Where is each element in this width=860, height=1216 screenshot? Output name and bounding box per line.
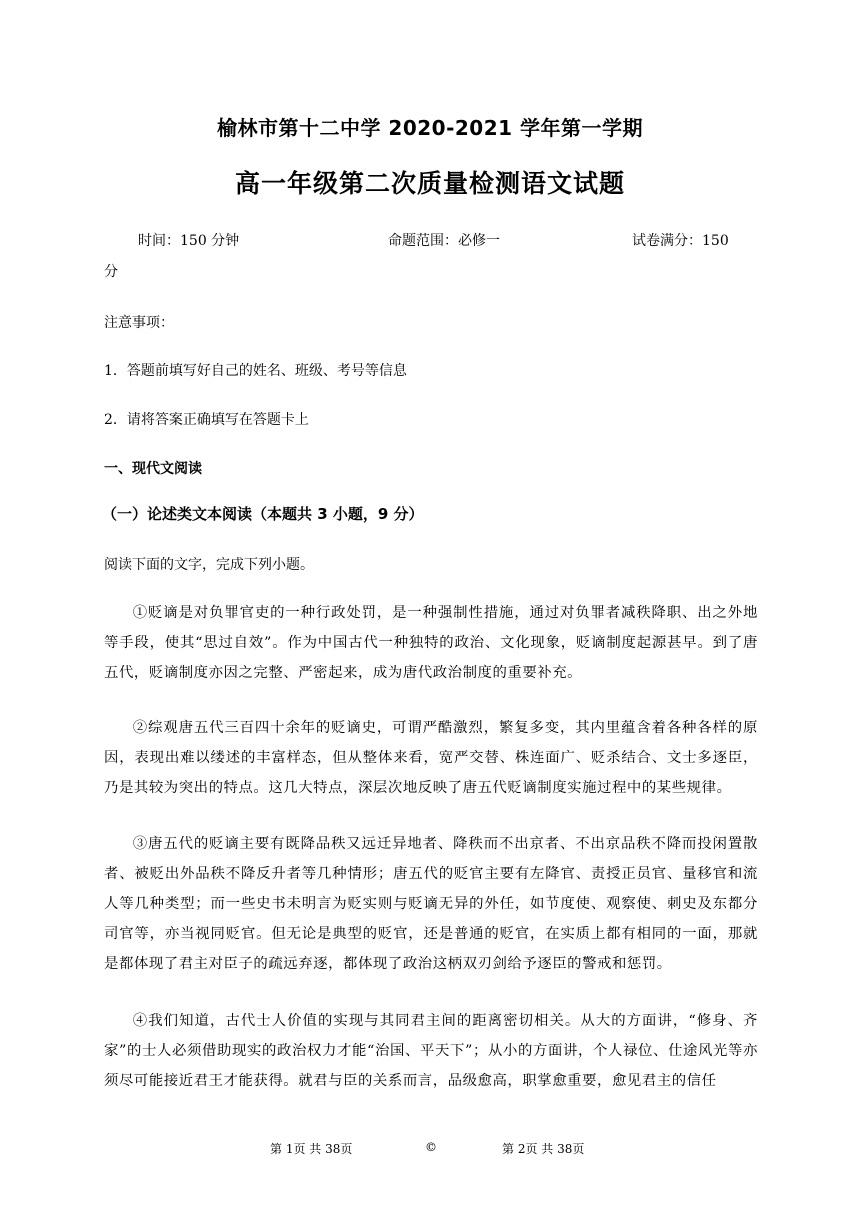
- notes-item-1: 1．答题前填写好自己的姓名、班级、考号等信息: [104, 363, 407, 379]
- paragraph-2: ②综观唐五代三百四十余年的贬谪史，可谓严酷激烈，繁复多变，其内里蕴含着各种各样的原因，表现出难以缕述的丰富样态，但从整体来看，宽严交替、株连面广、贬杀结合、文士多逐臣，乃是其较为突出的特点。这几大特点，深层次地反映了唐五代贬谪制度实施过程中的某些规律。: [104, 720, 758, 796]
- exam-full-score-unit: 分: [104, 264, 118, 280]
- exam-scope: 命题范围：必修一: [388, 233, 500, 249]
- exam-full-score: 试卷满分：150: [632, 233, 729, 249]
- paragraph-4: ④我们知道，古代士人价值的实现与其同君主间的距离密切相关。从大的方面讲，“修身、齐家”的士人必须借助现实的政治权力才能“治国、平天下”；从小的方面讲，个人禄位、仕途风光等亦须尽可能接近君王才能获得。就君与臣的关系而言，品级愈高，职掌愈重要，愈见君主的信任: [104, 1013, 758, 1089]
- section-subtitle: （一）论述类文本阅读（本题共 3 小题，9 分）: [102, 505, 424, 523]
- exam-subject-title: 高一年级第二次质量检测语文试题: [234, 169, 625, 198]
- notes-heading: 注意事项：: [104, 315, 174, 331]
- notes-item-2: 2．请将答案正确填写在答题卡上: [104, 412, 309, 428]
- footer-page-right: 第 2页 共 38页: [502, 1142, 585, 1156]
- exam-school-title: 榆林市第十二中学 2020-2021 学年第一学期: [216, 116, 644, 140]
- paragraph-3: ③唐五代的贬谪主要有既降品秩又远迁异地者、降秩而不出京者、不出京品秩不降而投闲置散者、被贬出外品秩不降反升者等几种情形；唐五代的贬官主要有左降官、责授正员官、量移官和流人等几种类型；而一些史书未明言为贬实则与贬谪无异的外任，如节度使、观察使、刺史及东都分司官等，亦当视同贬官。但无论是典型的贬官，还是普通的贬官，在实质上都有相同的一面，那就是都体现了君主对臣子的疏远弃逐，都体现了政治这柄双刃剑给予逐臣的警戒和惩罚。: [104, 836, 758, 972]
- section-title: 一、现代文阅读: [104, 461, 202, 477]
- footer-copyright: ©: [425, 1140, 437, 1154]
- exam-time: 时间：150 分钟: [138, 233, 240, 249]
- footer-page-left: 第 1页 共 38页: [270, 1142, 353, 1156]
- paragraph-1: ①贬谪是对负罪官吏的一种行政处罚，是一种强制性措施，通过对负罪者减秩降职、出之外地等手段，使其“思过自效”。作为中国古代一种独特的政治、文化现象，贬谪制度起源甚早。到了唐五代，贬谪制度亦因之完整、严密起来，成为唐代政治制度的重要补充。: [104, 605, 758, 681]
- reading-instruction: 阅读下面的文字，完成下列小题。: [104, 557, 314, 573]
